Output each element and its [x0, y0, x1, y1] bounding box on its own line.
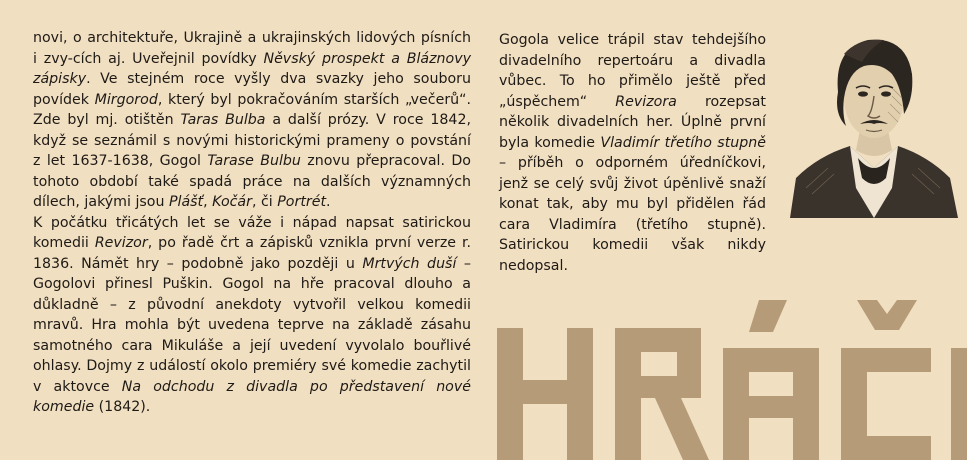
italic-title: Něvský prospekt a Bláznovy zápisky — [33, 50, 471, 87]
text-run: – příběh o odporném úředníčkovi, jenž se celý svůj život úpěnlivě snaží konat tak, aby mu byl přidělen řád cara Vladimíra (třetího stupně). Satirickou komedii však nikdy nedopsal. — [499, 155, 766, 274]
text-run: . Ve stejném roce vyšly dva svazky jeho souboru povídek — [33, 71, 471, 108]
left-paragraph-1 — [33, 28, 471, 213]
text-run: a další prózy. V roce 1842, když se seznámil s novými historickými prameny o povstání z let 1637-1638, Gogol — [33, 112, 471, 169]
text-run: Gogola velice trápil stav tehdejšího divadelního repertoáru a divadla vůbec. To ho přimělo ještě před „úspěchem“ — [499, 32, 766, 110]
italic-title: Plášť — [168, 194, 204, 210]
italic-title: Taras Bulba — [180, 112, 266, 128]
italic-title: Revizora — [615, 93, 677, 110]
text-run: , — [203, 194, 213, 210]
left-paragraph-2 — [33, 213, 471, 418]
italic-title: Tarase Bulbu — [207, 153, 301, 169]
italic-title: Kočár — [212, 194, 252, 210]
text-run: – Gogolovi přinesl Puškin. Gogol na hře pracoval dlouho a důkladně – z původní anekdoty vytvořil velkou komedii mravů. Hra mohla být uvedena teprve na základě zásahu samotného cara Mikuláše a její uvedení vyvolalo bouřlivé ohlasy. Dojmy z událostí okolo premiéry své komedie zachytil v aktovce — [33, 255, 472, 395]
text-run: novi, o architektuře, Ukrajině a ukrajinských lidových písních i zvy-cích aj. Uveřejnil povídky — [33, 30, 471, 67]
text-run: , po řadě črt a zápisků vznikla první verze r. 1836. Námět hry – podobně jako později u — [33, 235, 472, 272]
decorative-title — [497, 300, 967, 460]
right-column — [499, 30, 766, 276]
italic-title: Na odchodu z divadla po představení nové komedie — [33, 378, 471, 415]
italic-title: Mrtvých duší — [362, 255, 457, 272]
text-run: , který byl pokračováním starších „večerů“. Zde byl mj. otištěn — [33, 91, 472, 128]
text-run: (1842). — [94, 399, 151, 415]
italic-title: Revizor — [94, 235, 148, 251]
portrait-image — [788, 18, 960, 218]
text-run: rozepsat několik divadelních her. Úplně první byla komedie — [499, 93, 766, 151]
italic-title: Portrét — [277, 194, 327, 210]
right-paragraph-1 — [499, 30, 766, 276]
text-run: , či — [251, 194, 278, 210]
text-run: znovu přepracoval. Do tohoto období také spadá práce na dalších významných dílech, jakými jsou — [33, 153, 471, 210]
text-run: K počátku třicátých let se váže i nápad napsat satirickou komedii — [33, 214, 471, 251]
left-column — [33, 28, 471, 418]
italic-title: Vladimír třetího stupně — [600, 134, 766, 151]
gogol-portrait-icon — [788, 18, 960, 218]
italic-title: Mirgorod — [94, 91, 158, 108]
title-lettering-icon — [497, 300, 967, 460]
text-run: . — [326, 194, 331, 210]
